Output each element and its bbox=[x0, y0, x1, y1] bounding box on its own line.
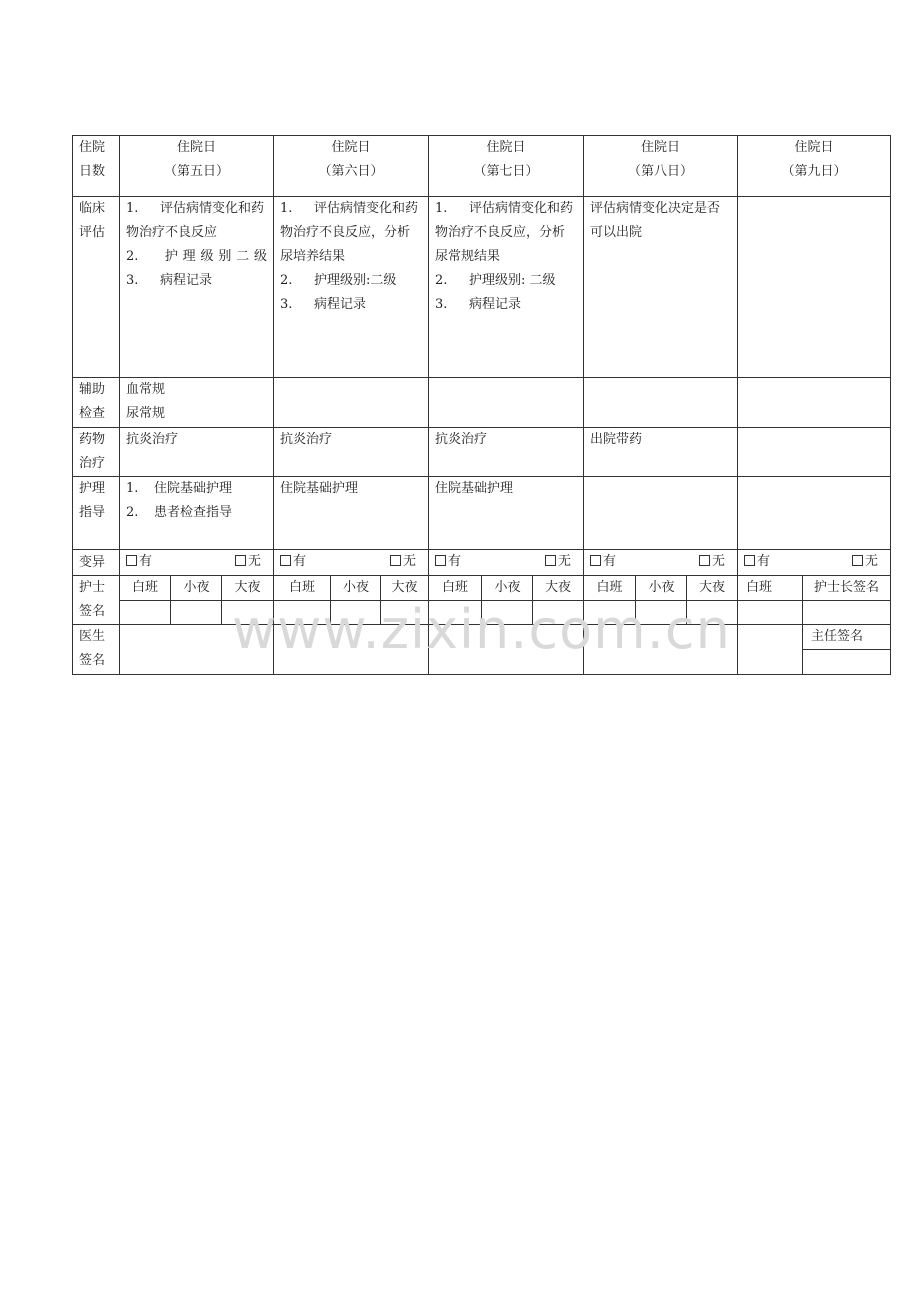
clinical-pathway-table bbox=[72, 135, 891, 675]
shift-day: 白班 bbox=[429, 576, 481, 601]
drug-day7: 抗炎治疗 bbox=[429, 428, 584, 477]
guidance-day6: 住院基础护理 bbox=[274, 477, 429, 550]
checkbox-icon bbox=[235, 555, 246, 566]
checkbox-icon bbox=[390, 555, 401, 566]
variance-no-checkbox[interactable]: 无 bbox=[852, 550, 878, 574]
row-label-doctor: 医生 签名 bbox=[73, 625, 120, 675]
guidance-day5: 1. 住院基础护理 2. 患者检查指导 bbox=[120, 477, 274, 550]
header-row bbox=[73, 136, 891, 197]
drug-day5: 抗炎治疗 bbox=[120, 428, 274, 477]
shift-evening: 小夜 bbox=[636, 576, 687, 601]
shift-night: 大夜 bbox=[533, 576, 583, 601]
watermark: www.zixin.com.cn bbox=[232, 598, 731, 661]
assessment-row bbox=[73, 197, 891, 378]
doctor-sign-day9 bbox=[738, 625, 891, 675]
checkbox-icon bbox=[280, 555, 291, 566]
shift-day: 白班 bbox=[584, 576, 635, 601]
shift-day: 白班 bbox=[274, 576, 330, 601]
drug-day9 bbox=[738, 428, 891, 477]
aux-row bbox=[73, 378, 891, 428]
variance-day5 bbox=[120, 550, 274, 576]
aux-day5: 血常规 尿常规 bbox=[120, 378, 274, 428]
aux-day7 bbox=[429, 378, 584, 428]
variance-no-checkbox[interactable]: 无 bbox=[545, 550, 571, 574]
row-label-variance: 变异 bbox=[73, 550, 120, 576]
checkbox-icon bbox=[435, 555, 446, 566]
day-header-8: 住院日 （第八日） bbox=[584, 136, 738, 197]
aux-day9 bbox=[738, 378, 891, 428]
drug-day6: 抗炎治疗 bbox=[274, 428, 429, 477]
head-nurse-signature-label: 护士长签名 bbox=[803, 576, 890, 601]
shift-evening: 小夜 bbox=[482, 576, 533, 601]
shift-night: 大夜 bbox=[222, 576, 273, 601]
guidance-day9 bbox=[738, 477, 891, 550]
day-header-9: 住院日 （第九日） bbox=[738, 136, 891, 197]
variance-row bbox=[73, 550, 891, 576]
variance-no-checkbox[interactable]: 无 bbox=[390, 550, 416, 574]
variance-yes-checkbox[interactable]: 有 bbox=[126, 550, 152, 574]
shift-night: 大夜 bbox=[687, 576, 737, 601]
guidance-day7: 住院基础护理 bbox=[429, 477, 584, 550]
row-label-assessment: 临床 评估 bbox=[73, 197, 120, 378]
variance-day8 bbox=[584, 550, 738, 576]
variance-no-checkbox[interactable]: 无 bbox=[699, 550, 725, 574]
row-label-aux: 辅助 检查 bbox=[73, 378, 120, 428]
variance-yes-checkbox[interactable]: 有 bbox=[435, 550, 461, 574]
variance-day6 bbox=[274, 550, 429, 576]
drug-day8: 出院带药 bbox=[584, 428, 738, 477]
variance-day7 bbox=[429, 550, 584, 576]
row-label-nurse: 护士 签名 bbox=[73, 576, 120, 625]
assessment-day5: 1. 评估病情变化和药物治疗不良反应 2. 护理级别二级 3. 病程记录 bbox=[120, 197, 274, 378]
variance-yes-checkbox[interactable]: 有 bbox=[590, 550, 616, 574]
checkbox-icon bbox=[852, 555, 863, 566]
assessment-day7: 1. 评估病情变化和药物治疗不良反应，分析尿常规结果 2. 护理级别: 二级 3. 病程记录 bbox=[429, 197, 584, 378]
row-label-days: 住院 日数 bbox=[73, 136, 120, 197]
row-label-guidance: 护理 指导 bbox=[73, 477, 120, 550]
checkbox-icon bbox=[744, 555, 755, 566]
shift-day: 白班 bbox=[738, 576, 802, 601]
shift-night: 大夜 bbox=[381, 576, 428, 601]
day-header-5: 住院日 （第五日） bbox=[120, 136, 274, 197]
checkbox-icon bbox=[545, 555, 556, 566]
assessment-day6: 1. 评估病情变化和药物治疗不良反应，分析尿培养结果 2. 护理级别:二级 3. 病程记录 bbox=[274, 197, 429, 378]
row-label-drug: 药物 治疗 bbox=[73, 428, 120, 477]
assessment-day9 bbox=[738, 197, 891, 378]
shift-evening: 小夜 bbox=[171, 576, 222, 601]
day-header-6: 住院日 （第六日） bbox=[274, 136, 429, 197]
aux-day8 bbox=[584, 378, 738, 428]
day-header-7: 住院日 （第七日） bbox=[429, 136, 584, 197]
checkbox-icon bbox=[590, 555, 601, 566]
drug-row bbox=[73, 428, 891, 477]
assessment-day8: 评估病情变化决定是否可以出院 bbox=[584, 197, 738, 378]
variance-yes-checkbox[interactable]: 有 bbox=[280, 550, 306, 574]
nurse-sign-day9 bbox=[738, 576, 891, 625]
variance-yes-checkbox[interactable]: 有 bbox=[744, 550, 770, 574]
shift-evening: 小夜 bbox=[331, 576, 381, 601]
guidance-row bbox=[73, 477, 891, 550]
variance-no-checkbox[interactable]: 无 bbox=[235, 550, 261, 574]
guidance-day8 bbox=[584, 477, 738, 550]
checkbox-icon bbox=[699, 555, 710, 566]
variance-day9 bbox=[738, 550, 891, 576]
aux-day6 bbox=[274, 378, 429, 428]
checkbox-icon bbox=[126, 555, 137, 566]
shift-day: 白班 bbox=[120, 576, 170, 601]
director-signature-label: 主任签名 bbox=[803, 625, 890, 650]
